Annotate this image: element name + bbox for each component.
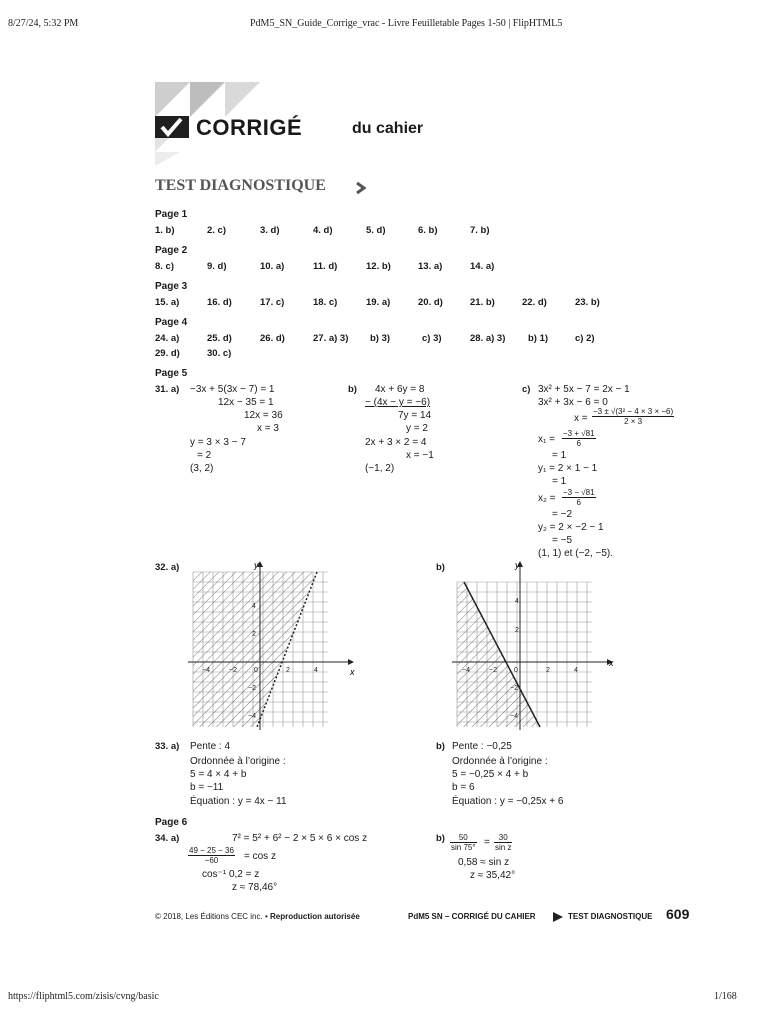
question-label: b) xyxy=(436,833,445,844)
arrow-right-icon xyxy=(552,911,564,923)
y-axis-label: y xyxy=(254,560,259,570)
answer: 10. a) xyxy=(260,261,285,272)
answer: 12. b) xyxy=(366,261,391,272)
answer: 9. d) xyxy=(207,261,227,272)
x-tick: 4 xyxy=(574,667,578,674)
sine-law-left-fraction: $\frac{50}{\sin 75^\circ}$ xyxy=(451,833,476,852)
question-label: c) xyxy=(522,384,531,395)
chevron-right-icon xyxy=(354,181,368,195)
math-line: 12x = 36 xyxy=(244,410,283,421)
math-line: 3x² + 5x − 7 = 2x − 1 xyxy=(538,384,630,395)
y-tick: −2 xyxy=(510,685,518,692)
answer: c) 2) xyxy=(575,333,595,344)
print-page-count: 1/168 xyxy=(714,991,737,1002)
math-line: 2x + 3 × 2 = 4 xyxy=(365,437,427,448)
question-label: b) xyxy=(436,562,445,573)
answer: c) 3) xyxy=(422,333,442,344)
y-tick: −4 xyxy=(248,713,256,720)
y-axis-label: y xyxy=(515,560,520,570)
question-label: 33. a) xyxy=(155,741,180,752)
math-line: z ≈ 35,42° xyxy=(470,870,516,881)
answer: 16. d) xyxy=(207,297,232,308)
x-tick: −4 xyxy=(202,667,210,674)
math-line: z ≈ 78,46° xyxy=(232,882,278,893)
math-line: 7² = 5² + 6² − 2 × 5 × 6 × cos z xyxy=(232,833,368,844)
x-axis-label: x xyxy=(609,658,614,668)
math-line: = xyxy=(484,837,490,848)
math-line: (1, 1) et (−2, −5). xyxy=(538,548,614,559)
y-tick: −4 xyxy=(510,713,518,720)
answer: 8. c) xyxy=(155,261,175,272)
math-line: Pente : −0,25 xyxy=(452,741,512,752)
inequality-graph-b xyxy=(452,560,627,735)
question-label: 34. a) xyxy=(155,833,180,844)
math-line: = cos z xyxy=(244,851,276,862)
math-line: b = 6 xyxy=(452,782,475,793)
inequality-graph-a xyxy=(188,560,363,735)
x1-fraction: $\frac{-3 + √81}{6}$ xyxy=(563,429,595,448)
math-line: 3x² + 3x − 6 = 0 xyxy=(538,397,608,408)
answer: 4. d) xyxy=(313,225,333,236)
footer-book-title: PdM5 SN – CORRIGÉ DU CAHIER xyxy=(408,912,536,921)
x-tick: 0 xyxy=(514,667,518,674)
math-line: y = 2 xyxy=(406,423,428,434)
x-tick: −2 xyxy=(489,667,497,674)
math-line: (−1, 2) xyxy=(365,463,395,474)
math-line: −3x + 5(3x − 7) = 1 xyxy=(190,384,275,395)
x-tick: 4 xyxy=(314,667,318,674)
math-line: Équation : y = −0,25x + 6 xyxy=(452,796,564,807)
math-line: x = xyxy=(574,413,588,424)
answer: 2. c) xyxy=(207,225,227,236)
math-line: (3, 2) xyxy=(190,463,214,474)
math-line: Équation : y = 4x − 11 xyxy=(190,796,287,807)
answer: 19. a) xyxy=(366,297,391,308)
answer: 14. a) xyxy=(470,261,495,272)
footer-section: TEST DIAGNOSTIQUE xyxy=(568,912,653,921)
answer: 15. a) xyxy=(155,297,180,308)
cos-fraction: $\frac{49 - 25 - 36}{-60}$ xyxy=(189,846,234,865)
math-line: 7y = 14 xyxy=(398,410,432,421)
answer: 30. c) xyxy=(207,348,232,359)
answer: 23. b) xyxy=(575,297,600,308)
math-line: = 2 xyxy=(197,450,212,461)
print-datetime: 8/27/24, 5:32 PM xyxy=(8,18,79,29)
answer: 5. d) xyxy=(366,225,386,236)
x-tick: 2 xyxy=(546,667,550,674)
math-line: 12x − 35 = 1 xyxy=(218,397,274,408)
x-tick: −2 xyxy=(229,667,237,674)
answer: 22. d) xyxy=(522,297,547,308)
page-3-label: Page 3 xyxy=(155,281,188,292)
answer: b) 1) xyxy=(528,333,549,344)
shaded-region xyxy=(457,582,540,727)
print-url[interactable]: https://fliphtml5.com/zisis/cvng/basic xyxy=(8,991,159,1002)
y-tick: 4 xyxy=(515,598,519,605)
math-line: Pente : 4 xyxy=(190,741,231,752)
math-line: x₁ = xyxy=(538,434,555,445)
math-line: 5 = 4 × 4 + b xyxy=(190,769,247,780)
answer: 25. d) xyxy=(207,333,232,344)
math-line: Ordonnée à l’origine : xyxy=(190,756,286,767)
answer: 7. b) xyxy=(470,225,490,236)
math-line: 0,58 ≈ sin z xyxy=(458,857,510,868)
sine-law-right-fraction: $\frac{30}{\text{sin z}}$ xyxy=(495,833,512,852)
math-line: b = −11 xyxy=(190,782,224,793)
question-label: 32. a) xyxy=(155,562,180,573)
math-line: y = 3 × 3 − 7 xyxy=(190,437,246,448)
answer: 6. b) xyxy=(418,225,438,236)
page-5-label: Page 5 xyxy=(155,368,188,379)
x-tick: 2 xyxy=(286,667,290,674)
x-tick: 0 xyxy=(254,667,258,674)
answer: b) 3) xyxy=(370,333,391,344)
page-1-label: Page 1 xyxy=(155,209,188,220)
y-tick: 2 xyxy=(515,627,519,634)
answer: 20. d) xyxy=(418,297,443,308)
page-4-label: Page 4 xyxy=(155,317,188,328)
answer: 26. d) xyxy=(260,333,285,344)
math-line: y₂ = 2 × −2 − 1 xyxy=(538,522,604,533)
x-axis-label: x xyxy=(350,667,355,677)
y-tick: 4 xyxy=(252,603,256,610)
shaded-region xyxy=(193,572,317,727)
y-tick: −2 xyxy=(248,685,256,692)
answer: 27. a) 3) xyxy=(313,333,349,344)
logo-du-cahier: du cahier xyxy=(352,120,424,137)
math-line: x = −1 xyxy=(406,450,434,461)
math-line: Ordonnée à l’origine : xyxy=(452,756,548,767)
math-line: x₂ = xyxy=(538,493,556,504)
question-label: b) xyxy=(348,384,357,395)
x2-fraction: $\frac{-3 - √81}{6}$ xyxy=(563,488,595,507)
question-label: 31. a) xyxy=(155,384,180,395)
answer: 11. d) xyxy=(313,261,338,272)
answer: 17. c) xyxy=(260,297,285,308)
math-line: 5 = −0,25 × 4 + b xyxy=(452,769,529,780)
answer: 1. b) xyxy=(155,225,175,236)
math-line: cos⁻¹ 0,2 = z xyxy=(202,869,260,880)
page-2-label: Page 2 xyxy=(155,245,188,256)
logo-corrige: CORRIGÉ xyxy=(196,115,303,140)
math-line: = −5 xyxy=(552,535,573,546)
answer: 29. d) xyxy=(155,348,180,359)
answer: 24. a) xyxy=(155,333,180,344)
math-line: 4x + 6y = 8 xyxy=(375,384,425,395)
answer: 28. a) 3) xyxy=(470,333,506,344)
y-tick: 2 xyxy=(252,631,256,638)
answer: 18. c) xyxy=(313,297,338,308)
footer-copyright: © 2018, Les Éditions CEC inc. • Reproduction autorisée xyxy=(155,912,360,921)
page-number: 609 xyxy=(666,906,690,922)
math-line: = 1 xyxy=(552,476,567,487)
math-line: − (4x − y = −6) xyxy=(365,397,431,408)
answer: 13. a) xyxy=(418,261,443,272)
math-line: = −2 xyxy=(552,509,573,520)
question-label: b) xyxy=(436,741,445,752)
page-6-label: Page 6 xyxy=(155,817,188,828)
x-tick: −4 xyxy=(462,667,470,674)
quadratic-fraction: $\frac{\text{−3 ± √(3² − 4 × 3 × −6)}}{2 \times 3}$ xyxy=(593,407,674,426)
answer: 3. d) xyxy=(260,225,280,236)
print-page-title: PdM5_SN_Guide_Corrige_vrac - Livre Feuilletable Pages 1-50 | FlipHTML5 xyxy=(250,18,563,29)
section-title: TEST DIAGNOSTIQUE xyxy=(155,177,326,194)
math-line: y₁ = 2 × 1 − 1 xyxy=(538,463,598,474)
math-line: = 1 xyxy=(552,450,567,461)
answer: 21. b) xyxy=(470,297,495,308)
math-line: x = 3 xyxy=(257,423,279,434)
